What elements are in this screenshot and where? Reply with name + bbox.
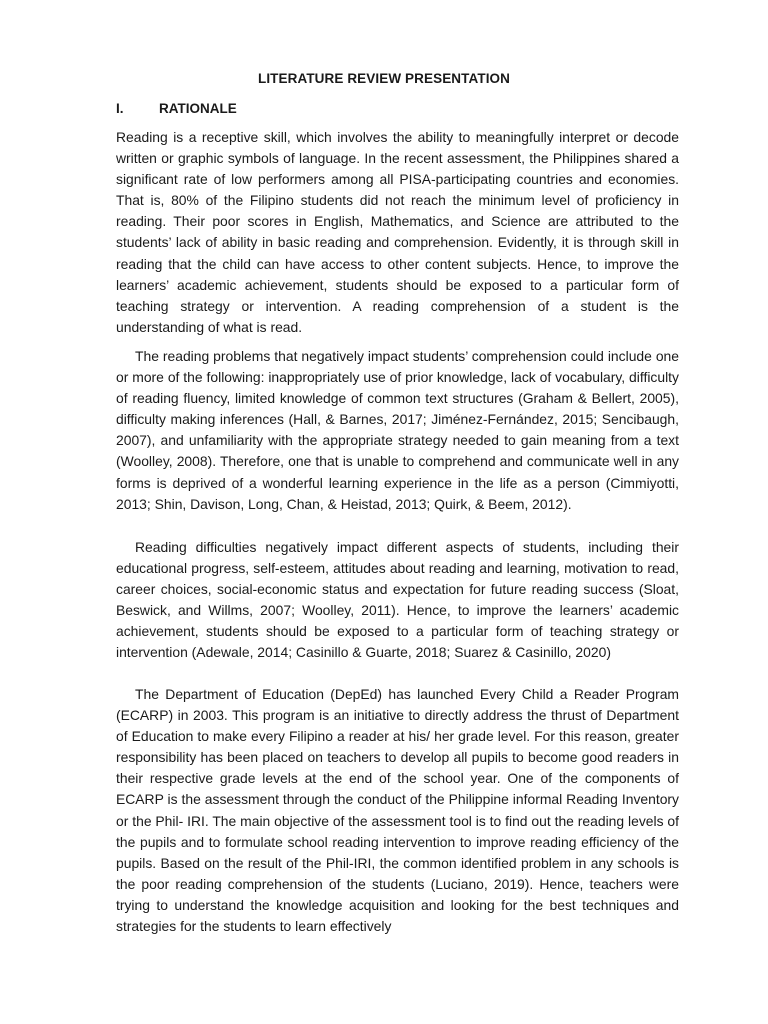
paragraph-3-block bbox=[116, 537, 679, 664]
paragraph-2-block bbox=[116, 346, 679, 515]
document-title: LITERATURE REVIEW PRESENTATION bbox=[257, 71, 510, 86]
paragraph-2: The reading problems that negatively impact students’ comprehension could include one or more of the following: inappropriately use of prior knowledge, lack of vocabulary, difficulty of reading fluency, limited knowledge of common text structures (Graham & Bellert, 2005), difficulty making inferences (Hall, & Barnes, 2017; Jiménez-Fernández, 2015; Sencibaugh, 2007), and unfamiliarity with the appropriate strategy needed to gain meaning from a text (Woolley, 2008). Therefore, one that is unable to comprehend and communicate well in any forms is deprived of a wonderful learning experience in the life as a person (Cimmiyotti, 2013; Shin, Davison, Long, Chan, & Heistad, 2013; Quirk, & Beem, 2012). bbox=[116, 348, 679, 512]
paragraph-1: Reading is a receptive skill, which involves the ability to meaningfully interpret or decode written or graphic symbols of language. In the recent assessment, the Philippines shared a significant rate of low performers among all PISA-participating countries and economies. That is, 80% of the Filipino students did not reach the minimum level of proficiency in reading. Their poor scores in English, Mathematics, and Science are attributed to the students’ lack of ability in basic reading and comprehension. Evidently, it is through skill in reading that the child can have access to other content subjects. Hence, to improve the learners’ academic achievement, students should be exposed to a particular form of teaching strategy or intervention. A reading comprehension of a student is the understanding of what is read. bbox=[116, 129, 679, 335]
section-heading bbox=[116, 101, 237, 116]
section-number: I. bbox=[116, 101, 124, 116]
paragraph-4-block bbox=[116, 684, 679, 937]
paragraph-4: The Department of Education (DepEd) has launched Every Child a Reader Program (ECARP) in 2003. This program is an initiative to directly address the thrust of Department of Education to make every Filipino a reader at his/ her grade level. For this reason, greater responsibility has been placed on teachers to develop all pupils to become good readers in their respective grade levels at the end of the school year. One of the components of ECARP is the assessment through the conduct of the Philippine informal Reading Inventory or the Phil- IRI. The main objective of the assessment tool is to find out the reading levels of the pupils and to formulate school reading intervention to improve reading efficiency of the pupils. Based on the result of the Phil-IRI, the common identified problem in any schools is the poor reading comprehension of the students (Luciano, 2019). Hence, teachers were trying to understand the knowledge acquisition and looking for the best techniques and strategies for the students to learn effectively bbox=[116, 686, 679, 935]
paragraph-3: Reading difficulties negatively impact different aspects of students, including their educational progress, self-esteem, attitudes about reading and learning, motivation to read, career choices, social-economic status and expectation for future reading success (Sloat, Beswick, and Willms, 2007; Woolley, 2011). Hence, to improve the learners’ academic achievement, students should be exposed to a particular form of teaching strategy or intervention (Adewale, 2014; Casinillo & Guarte, 2018; Suarez & Casinillo, 2020) bbox=[116, 539, 679, 661]
section-title: RATIONALE bbox=[159, 101, 237, 116]
paragraph-1-block bbox=[116, 127, 679, 338]
